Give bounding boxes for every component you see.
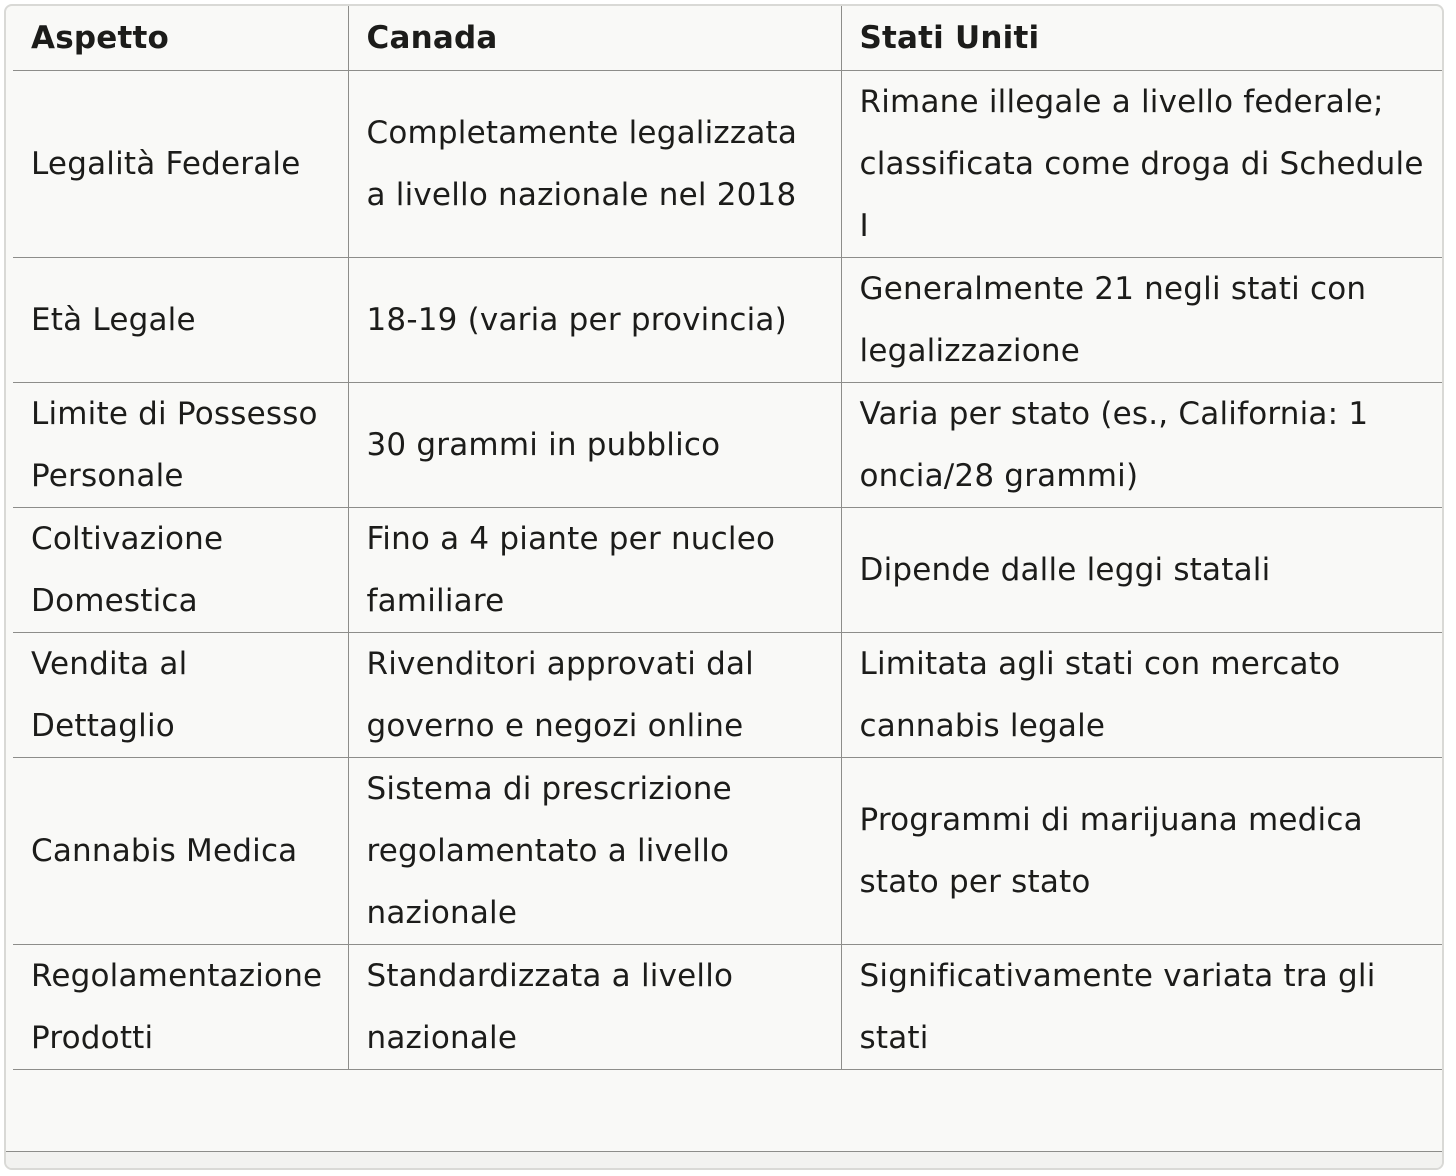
table-row <box>13 258 1444 383</box>
header-united-states: Stati Uniti <box>841 6 1444 71</box>
cell-canada: 18-19 (varia per provincia) <box>348 258 841 383</box>
header-canada: Canada <box>348 6 841 71</box>
cell-aspect: Cannabis Medica <box>13 758 348 945</box>
cell-aspect: Limite di Possesso Personale <box>13 383 348 508</box>
header-aspect: Aspetto <box>13 6 348 71</box>
table-row <box>13 633 1444 758</box>
cell-united-states: Rimane illegale a livello federale; classificata come droga di Schedule I <box>841 71 1444 258</box>
cell-canada: 30 grammi in pubblico <box>348 383 841 508</box>
table-row <box>13 758 1444 945</box>
cell-canada: Fino a 4 piante per nucleo familiare <box>348 508 841 633</box>
cell-canada: Sistema di prescrizione regolamentato a livello nazionale <box>348 758 841 945</box>
cell-united-states: Programmi di marijuana medica stato per stato <box>841 758 1444 945</box>
cell-aspect: Coltivazione Domestica <box>13 508 348 633</box>
table-row <box>13 71 1444 258</box>
cell-aspect: Regolamentazione Prodotti <box>13 945 348 1070</box>
table-row <box>13 383 1444 508</box>
cell-united-states: Dipende dalle leggi statali <box>841 508 1444 633</box>
comparison-table-container <box>4 4 1444 1170</box>
cell-united-states: Significativamente variata tra gli stati <box>841 945 1444 1070</box>
cell-aspect: Legalità Federale <box>13 71 348 258</box>
cell-canada: Standardizzata a livello nazionale <box>348 945 841 1070</box>
cell-canada: Completamente legalizzata a livello nazionale nel 2018 <box>348 71 841 258</box>
cell-aspect: Vendita al Dettaglio <box>13 633 348 758</box>
table-header-row <box>13 6 1444 71</box>
cell-aspect: Età Legale <box>13 258 348 383</box>
table-row <box>13 508 1444 633</box>
cell-canada: Rivenditori approvati dal governo e negozi online <box>348 633 841 758</box>
cell-united-states: Generalmente 21 negli stati con legalizzazione <box>841 258 1444 383</box>
cell-united-states: Varia per stato (es., California: 1 oncia/28 grammi) <box>841 383 1444 508</box>
table-bottom-edge <box>6 1151 1442 1168</box>
table-row <box>13 945 1444 1070</box>
comparison-table <box>13 6 1444 1070</box>
cell-united-states: Limitata agli stati con mercato cannabis legale <box>841 633 1444 758</box>
